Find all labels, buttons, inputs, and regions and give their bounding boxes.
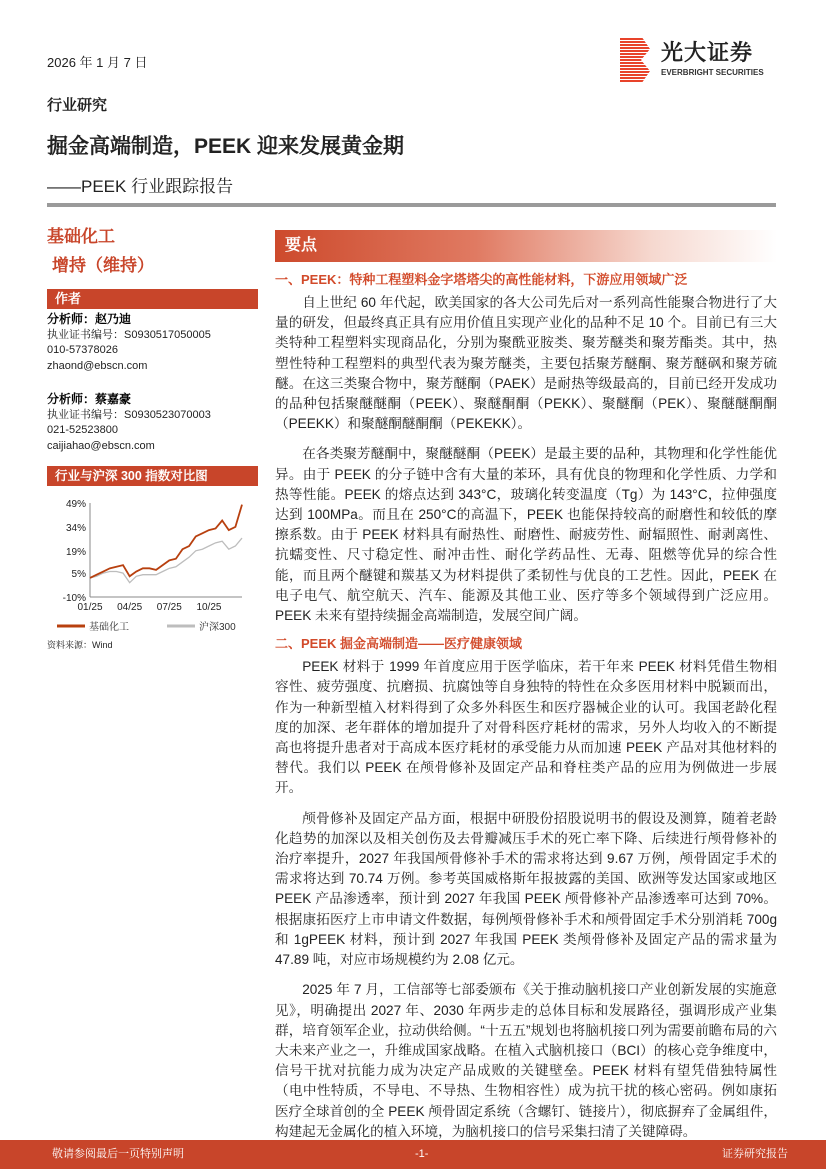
x-tick-label: 07/25 bbox=[156, 602, 182, 613]
page-number: -1- bbox=[415, 1148, 429, 1160]
series-line bbox=[90, 505, 242, 578]
paragraph: PEEK 材料于 1999 年首度应用于医学临床，若干年来 PEEK 材料凭借生物相容性、疲劳强度、抗磨损、抗腐蚀等自身独特的特性在众多医用材料中脱颖而出，作为一种新型植入材料得到了众多外科医生和医疗器械企业的认可。我国老龄化程度的加深、老年群体的增加提升了对骨科医疗耗材的需求，另外人均收入的不断提高也将提升患者对于高成本医疗耗材的承受能力从而加速 PEEK 产品对其他材料的替代。我们以 PEEK 在颅骨修补及固定产品和脊柱类产品的应用为例做进一步展开。 bbox=[275, 659, 777, 796]
industry-label: 基础化工 bbox=[47, 227, 115, 246]
y-tick-label: 49% bbox=[65, 499, 86, 510]
key-points-heading: 要点 bbox=[275, 230, 777, 262]
y-tick-label: -10% bbox=[62, 593, 86, 604]
paragraph: 在各类聚芳醚酮中，聚醚醚酮（PEEK）是最主要的品种，其物理和化学性能优异。由于 PEEK 的分子链中含有大量的苯环，具有优良的物理和化学性质、力学和热等性能。PEEK 的熔点达到 343°C，玻璃化转变温度（Tg）为 143°C，拉伸强度达到 100MPa。而且在 250°C的高温下，PEEK 也能保持较高的耐磨性和较低的摩擦系数。由于 PEEK 材料具有耐热性、耐磨性、耐疲劳性、耐辐照性、耐剥离性、抗蠕变性、尺寸稳定性、耐冲击性、耐化学药品性、无毒、阻燃等优异的综合性能，而且两个醚键和羰基又为材料提供了柔韧性与优良的工艺性。因此，PEEK 在电子电气、航空航天、汽车、能源及其他工业、医疗等多个领域得到广泛应用。PEEK 未来有望持续掘金高端制造，发展空间广阔。 bbox=[275, 446, 777, 624]
logo-cn: 光大证券 bbox=[661, 40, 754, 65]
author-heading: 作者 bbox=[47, 289, 258, 309]
x-tick-label: 10/25 bbox=[196, 602, 222, 613]
footer-disclaimer[interactable]: 敬请参阅最后一页特别声明 bbox=[52, 1148, 184, 1160]
chart-heading: 行业与沪深 300 指数对比图 bbox=[47, 466, 258, 486]
report-title: 掘金高端制造，PEEK 迎来发展黄金期 bbox=[47, 135, 405, 158]
analyst-card bbox=[47, 392, 258, 454]
paragraph: 颅骨修补及固定产品方面，根据中研股份招股说明书的假设及测算，随着老龄化趋势的加深以及相关创伤及去骨瓣减压手术的死亡率下降、后续进行颅骨修补的治疗率提升，2027 年我国颅骨修补手术的需求将达到 9.67 万例，颅骨固定手术的需求将达到 70.74 万例。参考英国威格斯年报披露的美国、欧洲等发达国家或地区 PEEK 产品渗透率，预计到 2027 年我国 PEEK 颅骨修补产品渗透率可达到 70%。根据康拓医疗上市申请文件数据，每例颅骨修补手术和颅骨固定手术分别消耗 700g 和 1gPEEK 材料，预计到 2027 年我国 PEEK 类颅骨修补及固定产品的需求量为 47.89 吨，对应市场规模约为 2.08 亿元。 bbox=[275, 810, 777, 968]
analyst-card bbox=[47, 312, 258, 374]
legend-label: 基础化工 bbox=[89, 622, 129, 633]
rating-label: 增持（维持） bbox=[52, 256, 154, 275]
paragraph: 自上世纪 60 年代起，欧美国家的各大公司先后对一系列高性能聚合物进行了大量的研发，但最终真正具有应用价值且实现产业化的品种不足 10 个。目前已有三大类特种工程塑料实现商品化，分别为聚酰亚胺类、聚芳醚类和聚芳酯类。其中，热塑性特种工程塑料的典型代表为聚芳醚类，主要包括聚芳醚酮、聚芳醚砜和聚芳硫醚。在这三类聚合物中，聚芳醚酮（PAEK）是耐热等级最高的，目前已经开发成功的品种包括聚醚醚酮（PEEK）、聚醚酮酮（PEKK）、聚醚酮（PEK）、聚醚醚酮酮（PEEKK）和聚醚酮醚酮酮（PEKEKK）。 bbox=[275, 295, 777, 432]
analyst-license: 执业证书编号：S0930523070003 bbox=[47, 408, 211, 421]
analyst-license: 执业证书编号：S0930517050005 bbox=[47, 328, 211, 341]
legend-label: 沪深300 bbox=[199, 622, 236, 633]
analyst-phone: 010-57378026 bbox=[47, 344, 118, 356]
footer-bar bbox=[0, 1140, 826, 1169]
analyst-email[interactable]: zhaond@ebscn.com bbox=[47, 359, 148, 372]
everbright-logo bbox=[620, 38, 770, 82]
logo-en: EVERBRIGHT SECURITIES bbox=[661, 68, 764, 77]
chart-source: 资料来源：Wind bbox=[47, 640, 113, 650]
index-comparison-chart bbox=[47, 490, 258, 638]
analyst-email[interactable]: caijiahao@ebscn.com bbox=[47, 439, 155, 452]
x-tick-label: 04/25 bbox=[117, 602, 143, 613]
report-date: 2026 年 1 月 7 日 bbox=[47, 55, 148, 70]
x-tick-label: 01/25 bbox=[77, 602, 103, 613]
y-tick-label: 34% bbox=[65, 522, 86, 534]
logo-mark-icon bbox=[620, 38, 650, 82]
analyst-name: 分析师：蔡嘉豪 bbox=[47, 392, 132, 406]
series-line bbox=[90, 538, 242, 583]
analyst-phone: 021-52523800 bbox=[47, 424, 118, 436]
section-heading-2: 二、PEEK 掘金高端制造——医疗健康领域 bbox=[275, 636, 523, 652]
paragraph: 2025 年 7 月，工信部等七部委颁布《关于推动脑机接口产业创新发展的实施意见》，明确提出 2027 年、2030 年两步走的总体目标和发展路径，强调形成产业集群，培育领军企业，拉动供给侧。“十五五”规划也将脑机接口列为需要前瞻布局的六大未来产业之一，升维成国家战略。在植入式脑机接口（BCI）的核心竞争维度中，信号干扰对抗能力成为决定产品成败的关键壁垒。PEEK 材料有望凭借独特属性（电中性特质，不导电、不导热、生物相容性）成为抗干扰的核心密码。例如康拓医疗全球首创的全 PEEK 颅骨固定系统（含螺钉、链接片），彻底摒弃了金属组件，构建起无金属化的植入环境，为脑机接口的信号采集扫清了关键障碍。 bbox=[275, 982, 777, 1139]
report-subtitle: ——PEEK 行业跟踪报告 bbox=[47, 177, 234, 196]
y-tick-label: 19% bbox=[65, 546, 86, 558]
title-divider bbox=[47, 203, 776, 207]
main-column bbox=[275, 230, 777, 1142]
report-section: 行业研究 bbox=[47, 97, 108, 114]
y-tick-label: 5% bbox=[71, 569, 86, 581]
analyst-name: 分析师：赵乃迪 bbox=[47, 312, 132, 326]
footer-report-type: 证券研究报告 bbox=[722, 1148, 788, 1160]
section-heading-1: 一、PEEK：特种工程塑料金字塔塔尖的高性能材料，下游应用领域广泛 bbox=[275, 272, 688, 287]
